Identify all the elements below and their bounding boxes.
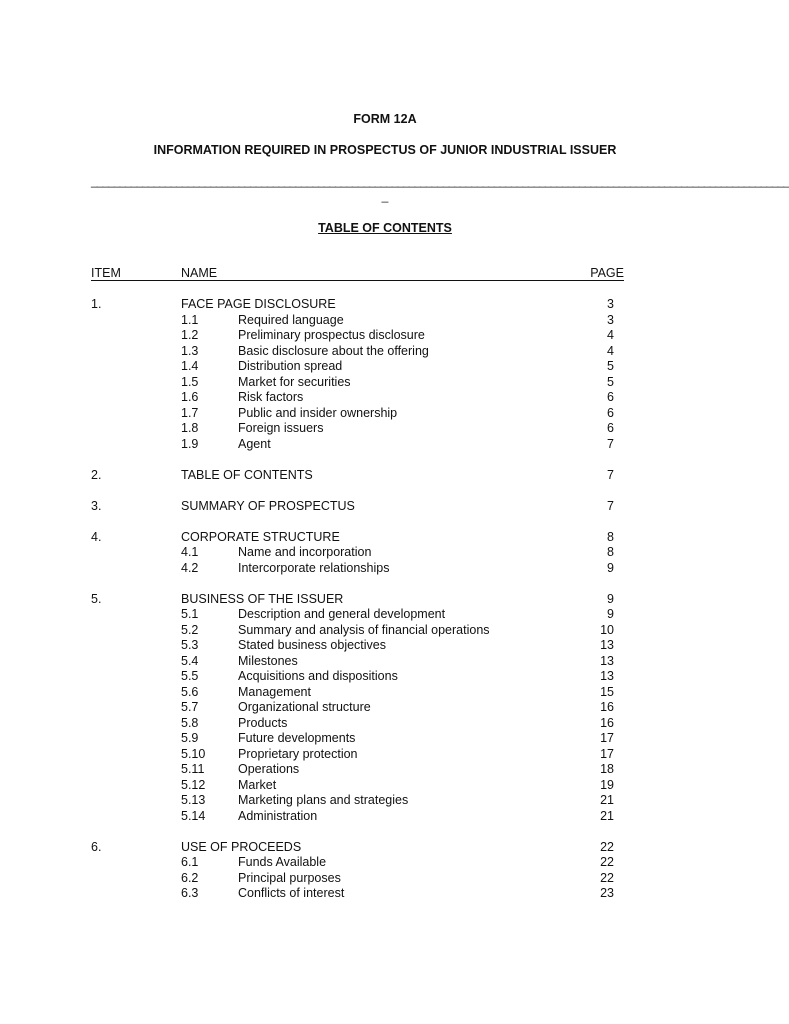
section-number: 4. — [91, 529, 102, 544]
subsection-page: 17 — [600, 731, 614, 745]
section-title: BUSINESS OF THE ISSUER — [181, 591, 344, 606]
subsection-number: 1.6 — [181, 390, 199, 404]
section-title: USE OF PROCEEDS — [181, 839, 302, 854]
subsection-page: 5 — [607, 359, 614, 373]
subsection-page: 4 — [607, 343, 614, 358]
subsection-title: Basic disclosure about the offering — [238, 343, 429, 358]
section-page: 22 — [600, 839, 614, 854]
subsection-page: 9 — [607, 607, 614, 621]
separator-rule: ___________________________________________________________________________________________________________________________ — [91, 174, 789, 188]
section-title: SUMMARY OF PROSPECTUS — [181, 498, 355, 513]
section-page: 7 — [607, 467, 614, 482]
subsection-title: Acquisitions and dispositions — [238, 669, 398, 683]
subsection-page: 9 — [607, 560, 614, 575]
subsection-number: 5.14 — [181, 808, 206, 823]
subsection-title: Agent — [238, 436, 271, 451]
subsection-title: Name and incorporation — [238, 545, 372, 559]
document-subtitle: INFORMATION REQUIRED IN PROSPECTUS OF JUNIOR INDUSTRIAL ISSUER — [153, 143, 617, 157]
subsection-page: 8 — [607, 545, 614, 559]
header-page: PAGE — [590, 266, 624, 280]
subsection-number: 1.5 — [181, 374, 199, 389]
subsection-title: Proprietary protection — [238, 746, 358, 761]
subsection-page: 7 — [607, 436, 614, 451]
section-number: 5. — [91, 591, 102, 606]
section-title: CORPORATE STRUCTURE — [181, 529, 340, 544]
subsection-title: Required language — [238, 312, 344, 327]
section-number: 2. — [91, 467, 102, 482]
toc-title: TABLE OF CONTENTS — [318, 221, 452, 235]
subsection-page: 17 — [600, 746, 614, 761]
subsection-number: 1.4 — [181, 359, 199, 373]
subsection-title: Public and insider ownership — [238, 405, 398, 420]
subsection-title: Risk factors — [238, 390, 304, 404]
subsection-number: 5.7 — [181, 700, 199, 714]
subsection-number: 1.2 — [181, 328, 199, 342]
subsection-page: 6 — [607, 390, 614, 404]
section-number: 6. — [91, 839, 102, 854]
subsection-page: 6 — [607, 421, 614, 435]
subsection-title: Summary and analysis of financial operations — [238, 622, 490, 637]
subsection-number: 5.9 — [181, 731, 199, 745]
subsection-number: 1.8 — [181, 421, 199, 435]
section-number: 1. — [91, 297, 102, 311]
subsection-number: 5.5 — [181, 669, 199, 683]
subsection-page: 21 — [600, 793, 614, 807]
section-page: 3 — [607, 297, 614, 311]
subsection-number: 1.3 — [181, 343, 199, 358]
subsection-title: Milestones — [238, 653, 298, 668]
subsection-title: Future developments — [238, 731, 356, 745]
subsection-title: Administration — [238, 808, 318, 823]
subsection-title: Preliminary prospectus disclosure — [238, 328, 425, 342]
section-title: TABLE OF CONTENTS — [181, 467, 313, 482]
subsection-page: 5 — [607, 374, 614, 389]
subsection-page: 3 — [607, 312, 614, 327]
subsection-number: 5.1 — [181, 607, 199, 621]
subsection-number: 6.2 — [181, 870, 199, 885]
subsection-title: Funds Available — [238, 855, 327, 869]
section-page: 9 — [607, 591, 614, 606]
subsection-title: Conflicts of interest — [238, 886, 345, 900]
subsection-title: Description and general development — [238, 607, 446, 621]
subsection-page: 22 — [600, 870, 614, 885]
subsection-number: 1.1 — [181, 312, 199, 327]
subsection-page: 16 — [600, 700, 614, 714]
separator-rule-tail: _ — [381, 189, 389, 203]
subsection-title: Operations — [238, 762, 300, 776]
header-underline — [91, 280, 624, 281]
subsection-title: Market for securities — [238, 374, 351, 389]
subsection-title: Foreign issuers — [238, 421, 324, 435]
section-number: 3. — [91, 498, 102, 513]
subsection-page: 10 — [600, 622, 614, 637]
subsection-title: Distribution spread — [238, 359, 343, 373]
subsection-number: 5.2 — [181, 622, 199, 637]
section-page: 7 — [607, 498, 614, 513]
subsection-title: Intercorporate relationships — [238, 560, 390, 575]
subsection-number: 1.9 — [181, 436, 199, 451]
header-item: ITEM — [91, 266, 121, 280]
subsection-title: Products — [238, 715, 288, 730]
subsection-page: 13 — [600, 638, 614, 652]
subsection-number: 5.12 — [181, 777, 206, 792]
subsection-number: 5.10 — [181, 746, 206, 761]
subsection-page: 21 — [600, 808, 614, 823]
subsection-page: 22 — [600, 855, 614, 869]
subsection-number: 5.6 — [181, 684, 199, 699]
subsection-title: Marketing plans and strategies — [238, 793, 409, 807]
subsection-number: 6.1 — [181, 855, 199, 869]
subsection-page: 6 — [607, 405, 614, 420]
subsection-page: 19 — [600, 777, 614, 792]
form-title: FORM 12A — [353, 112, 417, 126]
subsection-number: 4.1 — [181, 545, 199, 559]
subsection-page: 23 — [600, 886, 614, 900]
subsection-number: 5.13 — [181, 793, 206, 807]
subsection-number: 4.2 — [181, 560, 199, 575]
subsection-number: 5.11 — [181, 762, 205, 776]
subsection-title: Management — [238, 684, 311, 699]
header-name: NAME — [181, 266, 218, 280]
subsection-number: 5.8 — [181, 715, 199, 730]
subsection-page: 16 — [600, 715, 614, 730]
subsection-title: Principal purposes — [238, 870, 341, 885]
subsection-title: Stated business objectives — [238, 638, 387, 652]
subsection-page: 15 — [600, 684, 614, 699]
section-page: 8 — [607, 529, 614, 544]
subsection-number: 5.3 — [181, 638, 199, 652]
subsection-number: 6.3 — [181, 886, 199, 900]
subsection-page: 4 — [607, 328, 614, 342]
subsection-title: Organizational structure — [238, 700, 371, 714]
section-title: FACE PAGE DISCLOSURE — [181, 297, 336, 311]
subsection-page: 13 — [600, 653, 614, 668]
subsection-title: Market — [238, 777, 277, 792]
subsection-number: 1.7 — [181, 405, 199, 420]
subsection-page: 13 — [600, 669, 614, 683]
subsection-page: 18 — [600, 762, 614, 776]
subsection-number: 5.4 — [181, 653, 199, 668]
